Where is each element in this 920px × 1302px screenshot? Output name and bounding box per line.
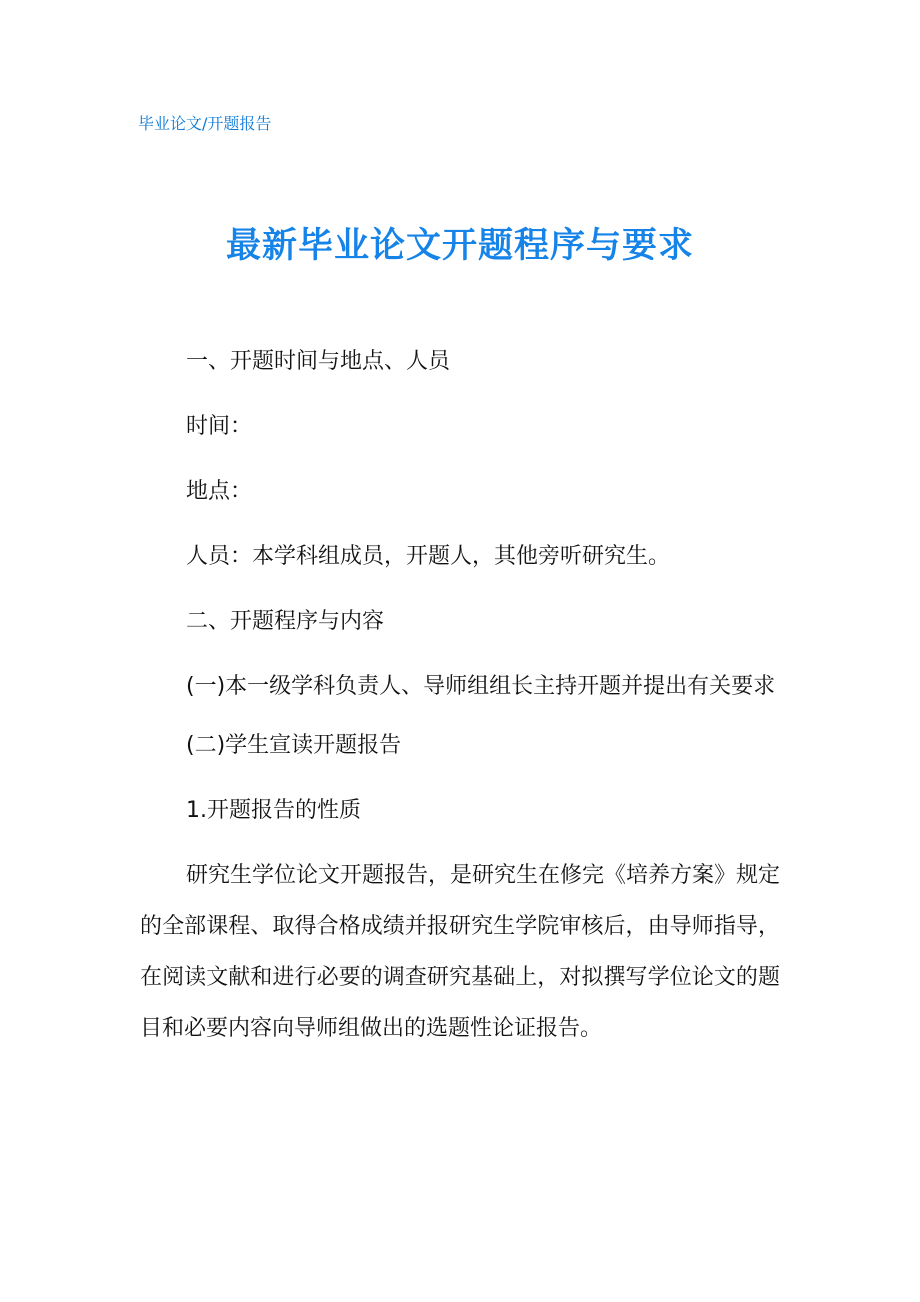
document-title: 最新毕业论文开题程序与要求 [225,226,694,266]
location-field: 地点： [186,479,253,504]
item-1-heading: 1.开题报告的性质 [186,798,361,823]
body-paragraph: 研究生学位论文开题报告，是研究生在修完《培养方案》规定的全部课程、取得合格成绩并报研究生学院审核后，由导师指导，在阅读文献和进行必要的调查研究基础上，对拟撰写学位论文的题目和必要内容向导师组做出的选题性论证报告。 [140,863,781,1041]
section-heading-2: 二、开题程序与内容 [186,609,385,634]
personnel-field: 人员：本学科组成员，开题人，其他旁听研究生。 [186,544,671,569]
subsection-1: (一)本一级学科负责人、导师组组长主持开题并提出有关要求 [186,674,776,699]
time-field: 时间： [186,414,253,439]
category-breadcrumb-link[interactable]: 毕业论文/开题报告 [138,114,272,133]
subsection-2: (二)学生宣读开题报告 [186,733,402,758]
section-heading-1: 一、开题时间与地点、人员 [186,349,451,374]
document-body [140,336,780,1068]
